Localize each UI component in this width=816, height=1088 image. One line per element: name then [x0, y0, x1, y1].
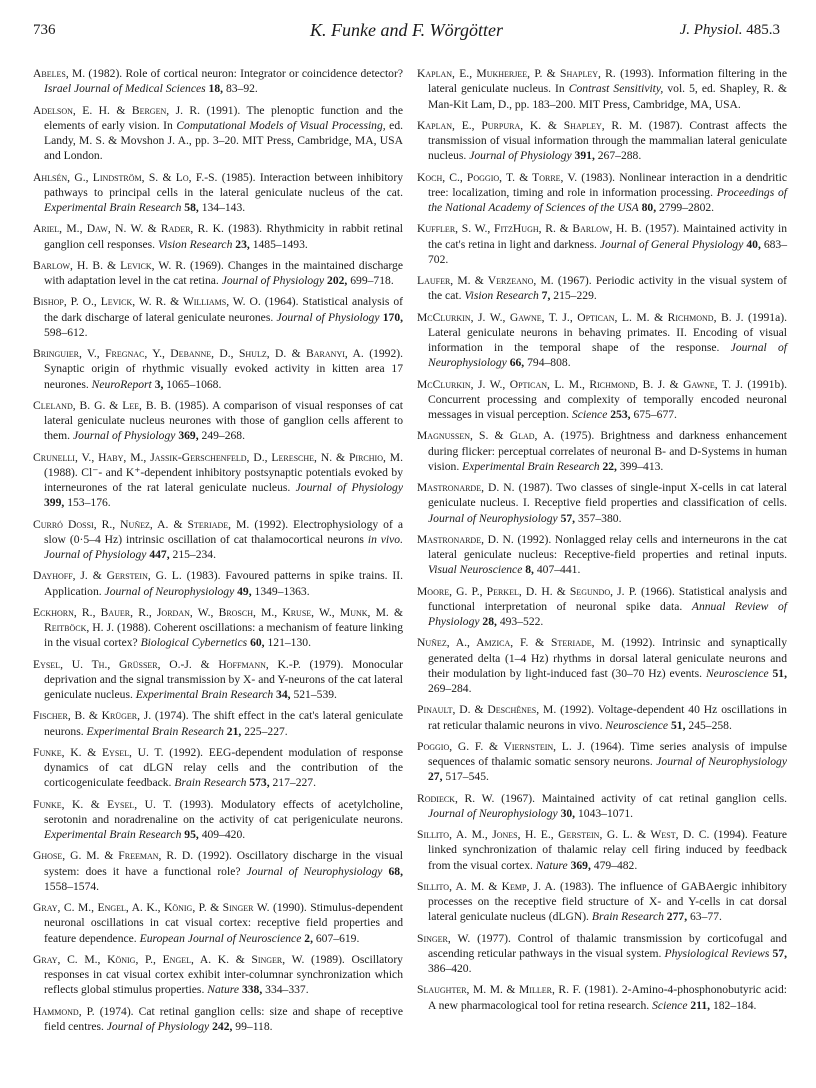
reference-title: Maintained activity of cat retinal ganglion cells.	[541, 791, 787, 805]
reference-volume: 57,	[560, 511, 576, 525]
reference-authors: Gray, C. M., Engel, A. K., König, P. & Singer W.	[33, 901, 270, 914]
reference-volume: 27,	[428, 770, 443, 784]
reference-authors: Singer, W.	[417, 931, 471, 945]
reference-title: Modulatory effects of acetylcholine, serotonin and noradrenaline on the activity of cat perigeniculate neurons.	[44, 797, 403, 826]
reference-source: Brain Research	[591, 910, 664, 924]
reference-volume: 242,	[212, 1019, 233, 1033]
reference-source: Journal of Physiology	[469, 149, 572, 163]
reference-title: The shift effect in the cat's lateral geniculate neurons.	[44, 709, 403, 738]
reference-title: Control of thalamic transmission by corticofugal and ascending reticular pathways in the visual system.	[428, 931, 787, 960]
reference-volume: 28,	[482, 615, 497, 628]
reference-entry	[417, 739, 787, 785]
reference-title: The plenoptic function and the elements of early vision. In	[44, 103, 403, 132]
reference-title: Changes in the maintained discharge with adaptation level in the cat retina.	[44, 258, 403, 287]
reference-pages: 407–441.	[536, 563, 581, 577]
reference-year: (1983).	[228, 222, 263, 236]
reference-volume: 51,	[772, 666, 787, 680]
reference-year: (1993).	[620, 67, 654, 80]
reference-volume: 253,	[610, 408, 631, 421]
reference-year: (1975).	[560, 429, 595, 443]
reference-volume: 369,	[570, 858, 591, 872]
reference-pages: 267–288.	[597, 149, 642, 163]
reference-source: Israel Journal of Medical Sciences	[44, 82, 206, 96]
reference-entry	[33, 657, 403, 703]
reference-source: Journal of Physiology	[106, 1019, 210, 1033]
reference-year: (1977).	[477, 931, 511, 945]
reference-title: Maintained activity in the cat's retina in light and darkness.	[428, 222, 787, 251]
reference-pages: 215–234.	[172, 548, 216, 561]
reference-title: Information filtering in the lateral geniculate nucleus. In	[428, 67, 787, 96]
reference-entry	[417, 879, 787, 925]
reference-authors: Pinault, D. & Deschênes, M.	[417, 703, 557, 717]
reference-volume: 57,	[772, 946, 788, 960]
reference-entry	[417, 635, 787, 696]
reference-authors: Sillito, A. M. & Kemp, J. A.	[417, 879, 556, 893]
reference-pages: vol. 5, ed. Shapley, R. & Man-Kit Lam, D., pp. 183–200. MIT Press, Cambridge, MA, USA.	[428, 82, 787, 111]
reference-source: Journal of Neurophysiology	[104, 584, 235, 598]
reference-year: (1992).	[517, 532, 552, 546]
page-header	[33, 20, 780, 44]
reference-pages: 357–380.	[577, 511, 622, 525]
reference-authors: Koch, C., Poggio, T. & Torre, V.	[417, 170, 578, 184]
reference-year: (1992).	[198, 849, 232, 863]
reference-entry	[417, 480, 787, 526]
reference-source: Journal of Physiology	[221, 274, 325, 287]
reference-volume: 49,	[237, 584, 252, 598]
reference-entry	[417, 584, 787, 630]
reference-source: Nature	[207, 983, 240, 997]
reference-pages: 249–268.	[201, 429, 245, 443]
reference-source: Journal of Neurophysiology	[656, 755, 787, 768]
reference-source: Journal of Physiology	[295, 481, 403, 494]
reference-authors: Kaplan, E., Mukherjee, P. & Shapley, R.	[417, 67, 616, 80]
reference-title: Statistical analysis and functional interpretation of neuronal spike data.	[428, 584, 788, 613]
reference-authors: Adelson, E. H. & Bergen, J. R.	[33, 103, 201, 117]
reference-volume: 211,	[690, 998, 711, 1012]
reference-entry	[417, 702, 787, 733]
reference-source: Brain Research	[174, 776, 247, 790]
reference-authors: Magnussen, S. & Glad, A.	[417, 429, 555, 443]
reference-entry	[33, 1004, 403, 1035]
reference-year: (1993).	[179, 797, 214, 811]
reference-source: Science	[571, 408, 608, 421]
reference-source: Experimental Brain Research	[44, 828, 182, 841]
reference-year: (1987).	[518, 481, 553, 494]
reference-entry	[33, 745, 403, 791]
reference-authors: Ahlsén, G., Lindström, S. & Lo, F.-S.	[33, 170, 218, 184]
reference-year: (1992).	[369, 347, 404, 360]
reference-source: Proceedings of the National Academy of Sciences of the USA	[428, 185, 787, 214]
reference-authors: Barlow, H. B. & Levick, W. R.	[33, 258, 186, 272]
reference-year: (1992).	[560, 703, 594, 717]
reference-volume: 60,	[250, 636, 265, 650]
journal-citation	[680, 22, 780, 39]
reference-year: (1994).	[713, 828, 748, 841]
reference-authors: Fischer, B. & Krüger, J.	[33, 709, 152, 723]
reference-pages: 683–702.	[428, 237, 787, 266]
reference-pages: 215–229.	[553, 289, 597, 303]
reference-title: EEG-dependent modulation of response dynamics of cat dLGN relay cells and the contribution of the corticogeniculate feedback.	[44, 745, 403, 790]
reference-pages: 63–77.	[690, 910, 722, 924]
reference-authors: Bringuier, V., Fregnac, Y., Debanne, D., Shulz, D. & Baranyi, A.	[33, 347, 364, 360]
reference-pages: 1065–1068.	[166, 377, 222, 391]
reference-volume: 399,	[44, 496, 65, 510]
reference-pages: 83–92.	[225, 82, 258, 96]
reference-pages: ed. Landy, M. S. & Movshon J. A., pp. 3–20. MIT Press, Cambridge, MA, USA and London.	[44, 118, 404, 163]
reference-title: Lateral geniculate neurons in behaving primates. II. Encoding of visual information in the temporal shape of the response.	[428, 325, 787, 354]
reference-entry	[33, 346, 403, 392]
reference-year: (1992).	[254, 517, 289, 531]
reference-authors: Funke, K. & Eysel, U. T.	[33, 797, 173, 811]
reference-authors: Curró Dossi, R., Nuñez, A. & Steriade, M.	[33, 517, 250, 531]
reference-authors: Cleland, B. G. & Lee, B. B.	[33, 398, 172, 412]
reference-pages: 217–227.	[272, 776, 316, 790]
reference-pages: 1485–1493.	[252, 237, 308, 251]
reference-pages: 517–545.	[445, 770, 489, 784]
reference-volume: 58,	[184, 201, 199, 214]
reference-pages: 269–284.	[428, 682, 472, 695]
reference-year: (1988).	[117, 621, 151, 634]
reference-year: (1985).	[174, 398, 209, 412]
reference-title: Oscillatory responses in cat visual cortex exhibit inter-columnar synchronization which reflects global stimulus properties.	[44, 952, 403, 997]
reference-title: Nonlagged relay cells and interneurons in the cat lateral geniculate nucleus: Receptive-field properties and retinal inputs.	[428, 532, 787, 561]
reference-year: (1967).	[557, 274, 592, 287]
reference-entry	[33, 797, 403, 843]
reference-source: Vision Research	[464, 289, 539, 303]
reference-year: (1983).	[186, 569, 221, 583]
reference-authors: McClurkin, J. W., Gawne, T. J., Optican, L. M. & Richmond, B. J.	[417, 310, 744, 324]
reference-title: Rhythmicity in rabbit retinal ganglion cell responses.	[44, 222, 403, 251]
reference-entry	[33, 568, 403, 599]
reference-entry	[33, 103, 403, 164]
reference-volume: 338,	[241, 983, 263, 997]
reference-year: (1966).	[640, 584, 675, 598]
reference-source: Annual Review of Physiology	[428, 599, 788, 628]
reference-authors: Mastronarde, D. N.	[417, 532, 514, 546]
reference-entry	[417, 931, 787, 977]
reference-title: Synaptic origin of rhythmic visually evoked activity in kitten area 17 neurones.	[44, 362, 403, 391]
reference-entry	[417, 170, 787, 216]
reference-source: Journal of Neurophysiology	[246, 864, 383, 878]
reference-pages: 182–184.	[712, 998, 757, 1012]
reference-title: Interaction between inhibitory pathways to principal cells in the lateral geniculate nucleus of the cat.	[44, 170, 403, 199]
reference-source: Experimental Brain Research	[462, 459, 600, 473]
reference-source: Journal of Neurophysiology	[428, 341, 787, 370]
reference-source: Science	[652, 998, 688, 1012]
reference-entry	[33, 221, 403, 252]
reference-pages: 794–808.	[527, 356, 571, 370]
reference-entry	[417, 532, 787, 578]
reference-title: Contrast affects the transmission of visual information through the mammalian lateral geniculate nucleus.	[428, 118, 787, 163]
reference-year: (1988).	[44, 465, 78, 479]
reference-pages: 479–482.	[593, 858, 638, 872]
reference-authors: Sillito, A. M., Jones, H. E., Gerstein, G. L. & West, D. C.	[417, 828, 710, 841]
reference-authors: Poggio, G. F. & Viernstein, L. J.	[417, 739, 585, 753]
reference-title: Periodic activity in the visual system of the cat.	[428, 274, 787, 303]
reference-title: Nonlinear interaction in a dendritic tree: localization, timing and role in information processing.	[428, 170, 787, 199]
reference-entry	[33, 170, 403, 216]
reference-entry	[33, 605, 403, 651]
reference-entry	[33, 517, 403, 563]
reference-source: NeuroReport	[91, 377, 152, 391]
reference-pages: 1349–1363.	[254, 584, 310, 598]
reference-year: (1987).	[648, 118, 683, 132]
reference-pages: 598–612.	[44, 325, 88, 339]
references-right-column	[417, 66, 787, 1019]
reference-pages: 99–118.	[235, 1019, 273, 1033]
reference-source: Experimental Brain Research	[135, 688, 274, 701]
references-left-column	[33, 66, 403, 1040]
reference-source: Biological Cybernetics	[140, 636, 248, 650]
reference-pages: 607–619.	[315, 931, 360, 945]
reference-entry	[33, 398, 403, 444]
reference-title: Oscillatory discharge in the visual system: does it have a functional role?	[44, 849, 403, 878]
reference-entry	[33, 848, 403, 894]
reference-source: Nature	[535, 858, 568, 872]
reference-entry	[417, 221, 787, 267]
reference-authors: Rodieck, R. W.	[417, 791, 495, 805]
reference-pages: 386–420.	[428, 962, 472, 975]
reference-entry	[417, 791, 787, 822]
reference-pages: 1043–1071.	[577, 806, 634, 820]
reference-authors: Abeles, M.	[33, 67, 86, 80]
reference-year: (1991b).	[747, 377, 787, 391]
reference-authors: Eckhorn, R., Bauer, R., Jordan, W., Brosch, M., Kruse, W., Munk, M. & Reitböck, H. J.	[33, 605, 403, 634]
reference-volume: 18,	[208, 82, 224, 96]
reference-volume: 80,	[641, 201, 657, 214]
reference-authors: Nuñez, A., Amzica, F. & Steriade, M.	[417, 636, 615, 650]
reference-pages: 399–413.	[619, 459, 664, 473]
reference-year: (1991).	[206, 103, 241, 117]
reference-volume: 7,	[541, 289, 551, 303]
reference-title: Brightness and darkness enhancement during flicker: perceptual correlates of neuronal B- and D-Systems in human vision.	[428, 429, 787, 473]
reference-authors: Crunelli, V., Haby, M., Jassik-Gerschenfeld, D., Leresche, N. & Pirchio, M.	[33, 450, 403, 464]
reference-authors: Moore, G. P., Perkel, D. H. & Segundo, J. P.	[417, 584, 637, 598]
reference-pages: 121–130.	[267, 636, 311, 650]
reference-year: (1974).	[154, 709, 189, 723]
reference-source: Computational Models of Visual Processing,	[176, 118, 386, 132]
reference-authors: Dayhoff, J. & Gerstein, G. L.	[33, 569, 182, 583]
reference-authors: McClurkin, J. W., Optican, L. M., Richmond, B. J. & Gawne, T. J.	[417, 377, 743, 391]
reference-year: (1990).	[272, 901, 307, 914]
reference-pages: 153–176.	[67, 496, 111, 510]
reference-source: Experimental Brain Research	[44, 201, 182, 214]
reference-volume: 202,	[327, 274, 348, 287]
reference-volume: 3,	[154, 377, 164, 391]
reference-source: Journal of General Physiology	[599, 237, 744, 251]
reference-year: (1964).	[590, 739, 625, 753]
reference-title: Role of cortical neuron: Integrator or coincidence detector?	[125, 67, 403, 80]
reference-source: Journal of Physiology	[276, 310, 380, 324]
reference-authors: Ghose, G. M. & Freeman, R. D.	[33, 849, 194, 863]
reference-year: (1957).	[645, 222, 680, 236]
reference-authors: Laufer, M. & Verzeano, M.	[417, 274, 554, 287]
reference-authors: Gray, C. M., König, P., Engel, A. K. & Singer, W.	[33, 952, 305, 966]
reference-pages: 1558–1574.	[44, 879, 100, 893]
reference-authors: Mastronarde, D. N.	[417, 481, 515, 494]
reference-pages: 2799–2802.	[659, 201, 715, 214]
reference-title: Electrophysiology of a slow (0·5–4 Hz) intrinsic oscillation of cat thalamocortical neurons	[44, 517, 404, 546]
reference-year: (1992).	[621, 636, 656, 650]
reference-volume: 170,	[382, 310, 404, 324]
reference-pages: 409–420.	[201, 828, 246, 841]
reference-volume: 51,	[670, 718, 686, 732]
reference-year: (1992).	[169, 745, 204, 759]
reference-title: Two classes of single-input X-cells in cat lateral geniculate nucleus. I. Receptive field properties and classification of cells.	[428, 481, 788, 510]
reference-entry	[417, 377, 787, 423]
reference-authors: Kaplan, E., Purpura, K. & Shapley, R. M.	[417, 118, 642, 132]
reference-title: A comparison of visual responses of cat lateral geniculate nucleus neurones with those of ganglion cells afferent to them.	[44, 398, 403, 443]
reference-title: Favoured patterns in spike trains. II. Application.	[44, 569, 404, 598]
reference-entry	[33, 708, 403, 739]
reference-entry	[417, 310, 787, 371]
reference-authors: Funke, K. & Eysel, U. T.	[33, 745, 164, 759]
reference-year: (1974).	[99, 1004, 134, 1018]
page-number: 736	[33, 22, 56, 38]
reference-volume: 369,	[178, 429, 199, 443]
reference-volume: 66,	[509, 356, 525, 370]
reference-year: (1989).	[311, 952, 345, 966]
reference-title: Feature linked synchronization of thalamic relay cell firing induced by feedback from the visual cortex.	[428, 828, 788, 872]
reference-volume: 8,	[525, 563, 534, 577]
reference-entry	[417, 118, 787, 164]
reference-title: Coherent oscillations: a mechanism of feature linking in the visual cortex?	[44, 621, 403, 650]
reference-title: Monocular deprivation and the signal transmission by X- and Y-neurons of the cat lateral geniculate nucleus.	[44, 657, 404, 701]
reference-year: (1985).	[221, 170, 256, 184]
reference-year: (1979).	[309, 657, 344, 671]
reference-pages: 245–258.	[688, 718, 732, 732]
reference-authors: Slaughter, M. M. & Miller, R. F.	[417, 983, 581, 997]
reference-authors: Kuffler, S. W., FitzHugh, R. & Barlow, H. B.	[417, 222, 642, 236]
reference-volume: 68,	[388, 864, 403, 878]
reference-entry	[417, 428, 787, 474]
reference-source: Physiological Reviews	[664, 946, 770, 960]
reference-year: (1991a).	[748, 310, 787, 324]
reference-source: Visual Neuroscience	[428, 563, 523, 577]
running-authors: K. Funke and F. Wörgötter	[310, 20, 503, 40]
reference-source: Contrast Sensitivity,	[568, 82, 664, 96]
reference-entry	[417, 273, 787, 304]
reference-year: (1981).	[584, 983, 619, 997]
reference-authors: Eysel, U. Th., Grüsser, O.-J. & Hoffmann, K.-P.	[33, 657, 301, 671]
reference-entry	[417, 66, 787, 112]
reference-year: (1967).	[501, 791, 535, 805]
reference-volume: 2,	[304, 931, 313, 945]
journal-name: J. Physiol.	[679, 22, 743, 38]
reference-source: European Journal of Neuroscience	[139, 931, 302, 945]
reference-pages: 493–522.	[499, 615, 544, 628]
reference-title: Cat retinal ganglion cells: size and shape of receptive field centres.	[44, 1004, 403, 1033]
reference-entry	[33, 258, 403, 289]
reference-source: Experimental Brain Research	[86, 724, 224, 738]
reference-source: Neuroscience	[605, 718, 669, 732]
reference-entry	[33, 952, 403, 998]
reference-source: Vision Research	[158, 237, 233, 251]
reference-volume: 95,	[184, 828, 199, 841]
reference-title: Voltage-dependent 40 Hz oscillations in rat reticular thalamic neurons in vivo.	[428, 703, 787, 732]
reference-authors: Ariel, M., Daw, N. W. & Rader, R. K.	[33, 222, 224, 236]
reference-title: Statistical analysis of the dark discharge of lateral geniculate neurones.	[44, 295, 403, 324]
reference-volume: 277,	[666, 910, 688, 924]
reference-volume: 22,	[602, 459, 617, 473]
reference-title: Time series analysis of impulse sequences of thalamic somatic sensory neurons.	[428, 739, 787, 768]
reference-source: in vivo. Journal of Physiology	[44, 532, 403, 561]
reference-entry	[33, 66, 403, 97]
reference-volume: 30,	[560, 806, 576, 820]
reference-source: Journal of Neurophysiology	[428, 511, 558, 525]
reference-volume: 40,	[746, 237, 761, 251]
reference-source: Journal of Neurophysiology	[428, 806, 558, 820]
reference-year: (1982).	[88, 67, 123, 80]
reference-title: Stimulus-dependent neuronal oscillations in cat visual cortex: receptive field properties and feature dependence.	[44, 901, 403, 945]
reference-title: Concurrent processing and complexity of temporally encoded neuronal messages in visual perception.	[428, 392, 787, 421]
reference-pages: 699–718.	[350, 274, 394, 287]
reference-volume: 447,	[149, 548, 170, 561]
reference-year: (1983).	[560, 879, 594, 893]
reference-volume: 34,	[276, 688, 291, 701]
reference-volume: 573,	[249, 776, 270, 790]
reference-volume: 23,	[235, 237, 250, 251]
reference-title: The influence of GABAergic inhibitory processes on the receptive field structure of X- and Y-cells in cat dorsal lateral geniculate nucleus (dLGN).	[428, 879, 787, 924]
reference-pages: 334–337.	[265, 983, 309, 997]
reference-title: Intrinsic and synaptically generated delta (1–4 Hz) rhythms in dorsal lateral geniculate neurons and their modulation by light-induced fast (30–70 Hz) events.	[428, 636, 788, 680]
reference-year: (1983).	[581, 170, 616, 184]
reference-year: (1964).	[264, 295, 299, 309]
reference-entry	[417, 982, 787, 1013]
reference-entry	[33, 900, 403, 946]
reference-pages: 675–677.	[633, 408, 677, 421]
reference-authors: Hammond, P.	[33, 1004, 95, 1018]
reference-year: (1969).	[190, 258, 224, 272]
reference-authors: Bishop, P. O., Levick, W. R. & Williams, W. O.	[33, 295, 261, 309]
reference-entry	[33, 294, 403, 340]
reference-title: Cl⁻- and K⁺-dependent inhibitory postsynaptic potentials evoked by interneurones of the rat lateral geniculate nucleus.	[44, 465, 403, 494]
reference-title: 2-Amino-4-phosphonobutyric acid: A new pharmacological tool for retina research.	[428, 983, 787, 1012]
reference-pages: 521–539.	[293, 688, 337, 701]
reference-source: Journal of Physiology	[73, 429, 176, 443]
journal-issue: 485.3	[746, 22, 780, 38]
reference-source: Neuroscience	[705, 666, 769, 680]
reference-entry	[33, 450, 403, 511]
reference-pages: 134–143.	[201, 201, 246, 214]
reference-volume: 391,	[574, 149, 595, 163]
reference-entry	[417, 827, 787, 873]
reference-volume: 21,	[226, 724, 242, 738]
reference-pages: 225–227.	[244, 724, 288, 738]
